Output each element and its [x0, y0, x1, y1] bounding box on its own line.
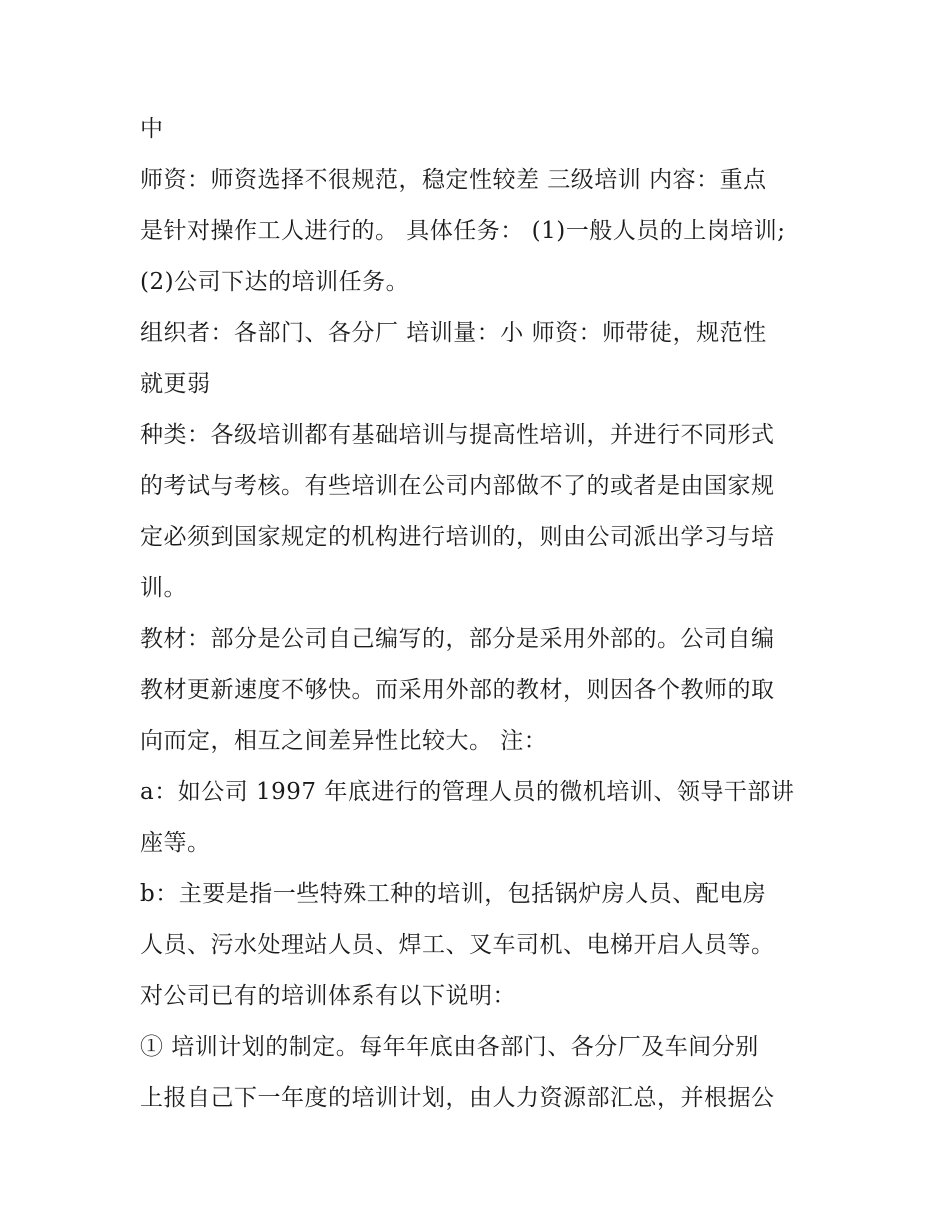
text-line: ① 培训计划的制定。每年年底由各部门、各分厂及车间分别 — [140, 1034, 759, 1060]
text-line: b：主要是指一些特殊工种的培训，包括锅炉房人员、配电房 — [140, 881, 767, 907]
text-line: 组织者：各部门、各分厂 培训量：小 师资：师带徒，规范性 — [140, 320, 767, 346]
text-line: 训。 — [140, 575, 187, 601]
text-line: 向而定，相互之间差异性比较大。 注： — [140, 728, 548, 754]
text-line: 对公司已有的培训体系有以下说明： — [140, 983, 516, 1009]
text-line: 中 — [140, 116, 164, 142]
text-line: 就更弱 — [140, 371, 211, 397]
text-line: 上报自己下一年度的培训计划，由人力资源部汇总，并根据公 — [140, 1085, 775, 1111]
text-line: 师资：师资选择不很规范，稳定性较差 三级培训 内容：重点 — [140, 167, 767, 193]
text-line: 的考试与考核。有些培训在公司内部做不了的或者是由国家规 — [140, 473, 775, 499]
text-line: 定必须到国家规定的机构进行培训的，则由公司派出学习与培 — [140, 524, 775, 550]
text-line: 是针对操作工人进行的。 具体任务： (1)一般人员的上岗培训; — [140, 218, 786, 244]
document-body — [140, 104, 820, 1124]
text-line: 种类：各级培训都有基础培训与提高性培训，并进行不同形式 — [140, 422, 775, 448]
text-line: 教材更新速度不够快。而采用外部的教材，则因各个教师的取 — [140, 677, 775, 703]
text-line: (2)公司下达的培训任务。 — [140, 269, 410, 295]
text-line: 人员、污水处理站人员、焊工、叉车司机、电梯开启人员等。 — [140, 932, 775, 958]
text-line: 教材：部分是公司自己编写的，部分是采用外部的。公司自编 — [140, 626, 775, 652]
text-line: 座等。 — [140, 830, 211, 856]
text-line: a：如公司 1997 年底进行的管理人员的微机培训、领导干部讲 — [140, 779, 795, 805]
